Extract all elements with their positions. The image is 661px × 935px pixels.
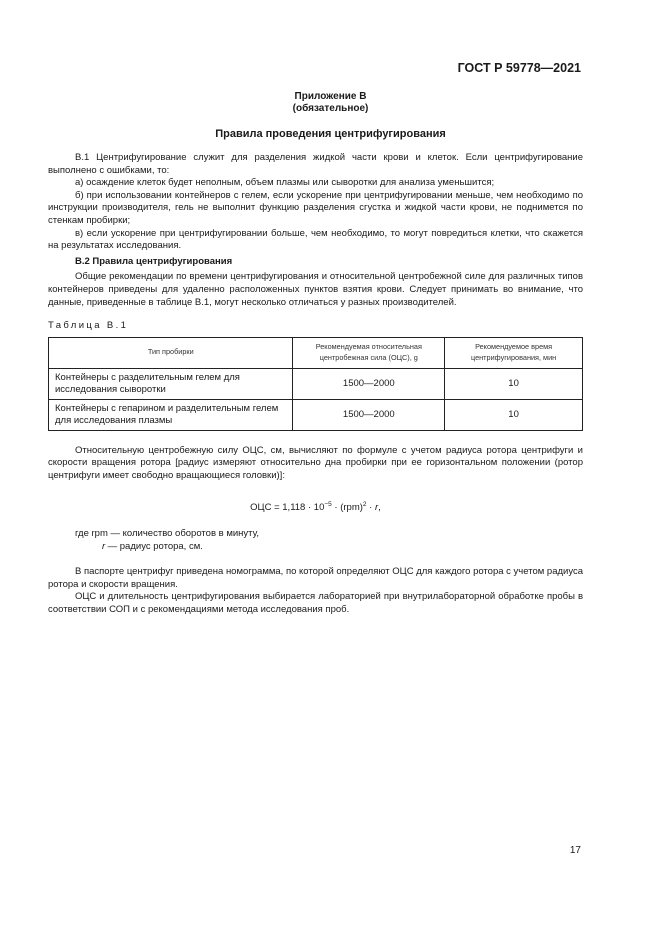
table-cell-tube-type: Контейнеры с разделительным гелем для исследования сыворотки	[49, 368, 293, 399]
table-row	[49, 368, 583, 399]
table-cell-tube-type: Контейнеры с гепарином и разделительным гелем для исследования плазмы	[49, 399, 293, 430]
column-header-tube-type: Тип пробирки	[49, 337, 293, 368]
list-item-c: в) если ускорение при центрифугировании больше, чем необходимо, то могут повредиться клетки, что скажется на результатах исследования.	[48, 227, 583, 252]
formula-exponent-1: −5	[324, 500, 332, 508]
paragraph-rcf-method: Относительную центробежную силу ОЦС, см, вычисляют по формуле с учетом радиуса ротора центрифуги и скорости вращения ротора [радиус измеряют относительно дна пробирки при ее горизонтальном положении (ротор центрифуги имеет свободно вращающиеся головки)]:	[48, 444, 583, 481]
document-code: ГОСТ Р 59778—2021	[457, 61, 581, 75]
subsection-heading-b2: В.2 Правила центрифугирования	[75, 255, 233, 267]
definition-rpm-text: — количество оборотов в минуту,	[107, 528, 260, 540]
formula-variable-r: r	[375, 501, 379, 513]
list-item-b: б) при использовании контейнеров с гелем, если ускорение при центрифугировании меньше, чем необходимо по инструкции производителя, гель не выполнит функцию разделения сгустка и жидкой части крови, не поднимется по стенкам пробирки;	[48, 189, 583, 226]
table-header-row	[49, 337, 583, 368]
list-item-a: а) осаждение клеток будет неполным, объем плазмы или сыворотки для анализа уменьшится;	[75, 177, 495, 189]
appendix-heading: Правила проведения центрифугирования	[215, 128, 446, 140]
rcf-formula	[48, 499, 583, 515]
definition-where: где	[75, 528, 89, 540]
paragraph-lab-choice: ОЦС и длительность центрифугирования выбирается лабораторией при внутрилабораторной обработке пробы в соответствии СОП и с рекомендациями метода исследования проб.	[48, 591, 583, 616]
appendix-title: Приложение В	[294, 91, 367, 102]
table-cell-rcf: 1500—2000	[293, 368, 445, 399]
definition-r	[48, 541, 583, 554]
formula-lhs: ОЦС = 1,118 · 10	[250, 501, 325, 513]
paragraph-b2: Общие рекомендации по времени центрифугирования и относительной центробежной силе для различных типов контейнеров приведены для удаленно расположенных пунктов взятия крови. Следует принимать во внимание, что данные, приведенные в таблице В.1, могут несколько отличаться у разных производителей.	[48, 271, 583, 308]
appendix-status: (обязательное)	[292, 103, 369, 114]
document-body	[48, 152, 583, 617]
page-number: 17	[569, 845, 581, 856]
paragraph-nomogram: В паспорте центрифуг приведена номограмма, по которой определяют ОЦС для каждого ротора с учетом радиуса ротора и скорости вращения.	[48, 566, 584, 590]
definition-r-symbol: r	[102, 540, 106, 552]
column-header-rcf: Рекомендуемая относительная центробежная сила (ОЦС), g	[293, 337, 445, 368]
formula-mid: · (rpm)	[331, 501, 363, 513]
definition-r-text: — радиус ротора, см.	[105, 540, 203, 552]
formula-end: ,	[378, 501, 381, 513]
table-cell-time: 10	[445, 399, 583, 430]
table-row	[49, 399, 583, 430]
column-header-time: Рекомендуемое время центрифугирования, мин	[445, 337, 583, 368]
definition-rpm-symbol: rpm	[91, 528, 108, 540]
paragraph-b1-intro: В.1 Центрифугирование служит для разделения жидкой части крови и клеток. Если центрифугирование выполнено с ошибками, то:	[48, 152, 583, 176]
formula-exponent-2: 2	[362, 500, 367, 508]
table-caption: Таблица В.1	[48, 320, 129, 332]
table-cell-rcf: 1500—2000	[293, 399, 445, 430]
formula-tail: ·	[366, 501, 375, 513]
centrifugation-table	[48, 337, 583, 431]
table-cell-time: 10	[445, 368, 583, 399]
definition-rpm	[48, 528, 583, 541]
